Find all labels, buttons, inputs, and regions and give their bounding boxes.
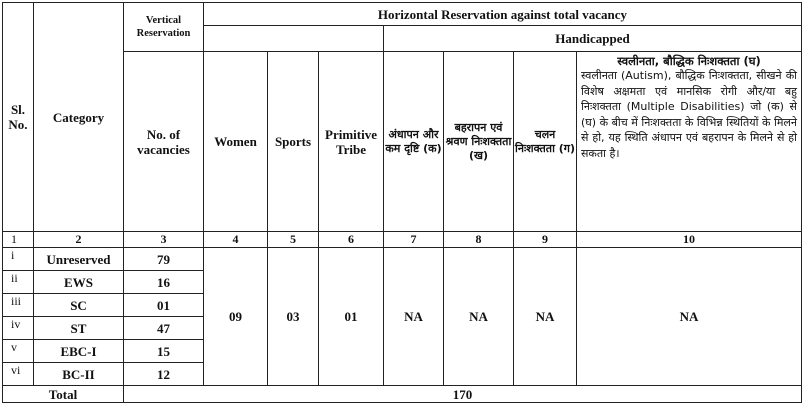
row-category: BC-II	[34, 363, 124, 386]
deaf-header-text: बहरापन एवं श्रवण निःशक्तता (ख)	[445, 120, 512, 162]
deaf-value: NA	[444, 248, 514, 386]
category-header	[34, 3, 124, 232]
row-vacancies: 01	[124, 294, 204, 317]
row-vacancies: 47	[124, 317, 204, 340]
blind-header-text: अंधापन और कम दृष्टि (क)	[385, 127, 442, 155]
primitive-tribe-value: 01	[319, 248, 384, 386]
locomotor-value: NA	[514, 248, 577, 386]
total-label: Total	[3, 386, 124, 403]
sports-header-text: Sports	[274, 134, 312, 149]
women-value: 09	[204, 248, 268, 386]
column-number: 6	[319, 232, 384, 248]
autism-value: NA	[577, 248, 802, 386]
sl-no-header-text: Sl. No.	[8, 102, 28, 132]
row-sl: vi	[3, 363, 34, 386]
sl-no-header	[3, 3, 34, 232]
row-category: ST	[34, 317, 124, 340]
row-sl: iv	[3, 317, 34, 340]
column-number: 2	[34, 232, 124, 248]
total-row	[3, 386, 802, 403]
column-number: 3	[124, 232, 204, 248]
autism-description: स्वलीनता (Autism), बौद्धिक निःशक्तता, सीखने की विशेष अक्षमता एवं मानसिक रोगी और/या बहु निःशक्तता (Multiple Disabilities) जो (क) से (घ) के बीच में निःशक्तता के विभिन्न स्थितियों के मिलने से हो, यह स्थिति अंधापन एवं बहरापन के मिलने से हो सकता है।	[581, 69, 797, 160]
row-vacancies: 79	[124, 248, 204, 271]
sports-header	[268, 52, 319, 232]
column-number-row	[3, 232, 802, 248]
row-vacancies: 15	[124, 340, 204, 363]
horizontal-reservation-header	[204, 3, 802, 26]
column-number: 1	[3, 232, 34, 248]
primitive-tribe-header	[319, 52, 384, 232]
column-number: 8	[444, 232, 514, 248]
autism-title: स्वलीनता, बौद्धिक निःशक्तता (घ)	[617, 54, 761, 68]
reservation-table	[2, 2, 802, 403]
row-category: EWS	[34, 271, 124, 294]
row-sl: v	[3, 340, 34, 363]
row-sl: iii	[3, 294, 34, 317]
horizontal-blank-cell	[204, 26, 384, 52]
column-number: 7	[384, 232, 444, 248]
vacancies-header	[124, 52, 204, 232]
row-category: EBC-I	[34, 340, 124, 363]
row-vacancies: 16	[124, 271, 204, 294]
handicapped-header	[384, 26, 802, 52]
row-vacancies: 12	[124, 363, 204, 386]
blind-header	[384, 52, 444, 232]
blind-value: NA	[384, 248, 444, 386]
women-header	[204, 52, 268, 232]
column-number: 4	[204, 232, 268, 248]
autism-header	[577, 52, 802, 232]
row-category: Unreserved	[34, 248, 124, 271]
table-row	[3, 248, 802, 271]
horizontal-reservation-text: Horizontal Reservation against total vacancy	[377, 6, 628, 22]
women-header-text: Women	[214, 134, 257, 149]
locomotor-header-text: चलन निःशक्तता (ग)	[514, 127, 576, 155]
primitive-tribe-header-text: Primitive Tribe	[325, 126, 377, 157]
category-header-text: Category	[52, 109, 105, 125]
handicapped-text: Handicapped	[555, 31, 630, 46]
row-category: SC	[34, 294, 124, 317]
row-sl: ii	[3, 271, 34, 294]
column-number: 10	[577, 232, 802, 248]
sports-value: 03	[268, 248, 319, 386]
deaf-header	[444, 52, 514, 232]
vertical-reservation-text: Vertical Reservation	[136, 15, 191, 39]
total-value: 170	[124, 386, 802, 403]
vertical-reservation-header	[124, 3, 204, 52]
vacancies-header-text: No. of vacancies	[137, 126, 190, 157]
reservation-table-wrapper	[2, 2, 802, 403]
locomotor-header	[514, 52, 577, 232]
row-sl: i	[3, 248, 34, 271]
column-number: 9	[514, 232, 577, 248]
column-number: 5	[268, 232, 319, 248]
